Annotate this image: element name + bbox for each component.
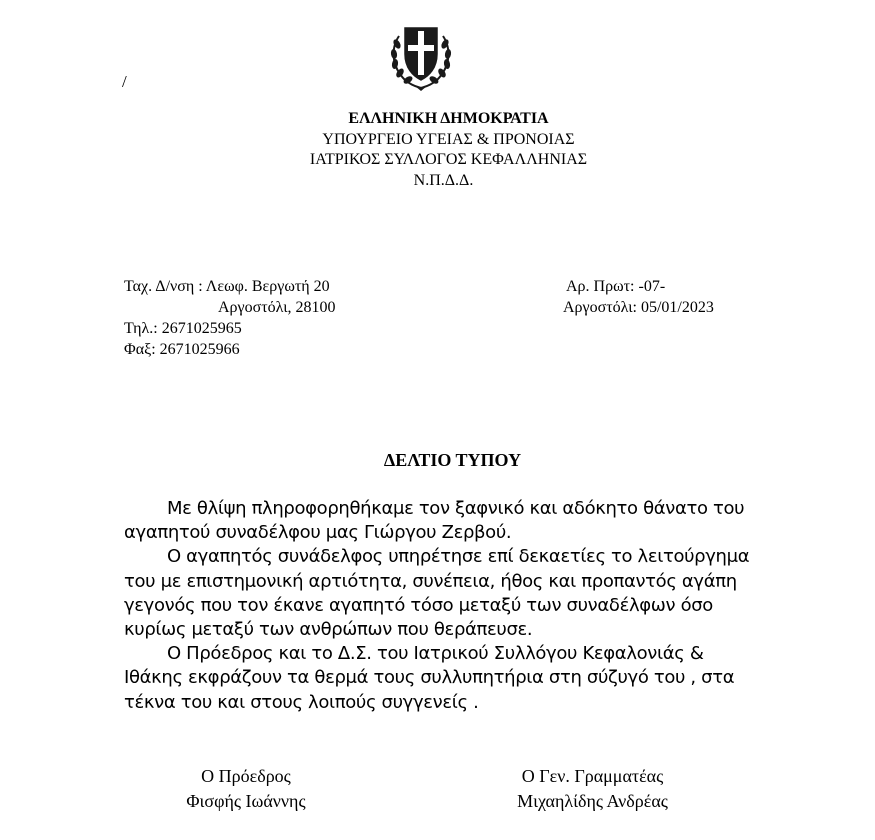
city-postcode: Αργοστόλι, 28100 bbox=[218, 299, 336, 316]
body-line: αγαπητού συναδέλφου μας Γιώργου Ζερβού. bbox=[124, 522, 512, 544]
street-address: Ταχ. Δ/νση : Λεωφ. Βεργωτή 20 bbox=[124, 278, 330, 295]
body-line: Ο αγαπητός συνάδελφος υπηρέτησε επί δεκαετίες το λειτούργημα bbox=[124, 546, 750, 568]
secretary-signature bbox=[490, 764, 695, 814]
body-line: Με θλίψη πληροφορηθήκαμε τον ξαφνικό και αδόκητο θάνατο του bbox=[124, 498, 745, 519]
body-line: γεγονός που τον έκανε αγαπητό τόσο μεταξύ των συναδέλφων όσο bbox=[124, 594, 713, 616]
press-release-body bbox=[124, 497, 754, 715]
greek-coat-of-arms-icon bbox=[385, 14, 457, 92]
body-line: κυρίως μεταξύ των ανθρώπων που θεράπευσε. bbox=[124, 619, 533, 641]
ministry-name: ΥΠΟΥΡΓΕΙΟ ΥΓΕΙΑΣ & ΠΡΟΝΟΙΑΣ bbox=[322, 130, 575, 148]
president-name: Φισφής Ιωάννης bbox=[186, 791, 306, 811]
association-name: ΙΑΤΡΙΚΟΣ ΣΥΛΛΟΓΟΣ ΚΕΦΑΛΛΗΝΙΑΣ bbox=[309, 151, 588, 168]
body-line: του με επιστημονική αρτιότητα, συνέπεια, ήθος και προπαντός αγάπη bbox=[124, 570, 737, 592]
document-date: Αργοστόλι: 05/01/2023 bbox=[563, 299, 714, 316]
legal-form: Ν.Π.Δ.Δ. bbox=[413, 171, 474, 189]
president-signature bbox=[166, 764, 326, 814]
body-line: Ιθάκης εκφράζουν τα θερμά τους συλλυπητήρια στη σύζυγό του , στα bbox=[124, 667, 735, 689]
letterhead bbox=[0, 109, 875, 191]
page-mark: / bbox=[122, 72, 127, 91]
secretary-name: Μιχαηλίδης Ανδρέας bbox=[517, 791, 668, 811]
fax-number: Φαξ: 2671025966 bbox=[124, 341, 240, 358]
body-line: Ο Πρόεδρος και το Δ.Σ. του Ιατρικού Συλλόγου Κεφαλονιάς & bbox=[124, 643, 704, 665]
body-line: τέκνα του και στους λοιπούς συγγενείς . bbox=[124, 691, 479, 713]
secretary-role: Ο Γεν. Γραμματέας bbox=[521, 766, 664, 786]
document-title: ΔΕΛΤΙΟ ΤΥΠΟΥ bbox=[383, 450, 522, 470]
president-role: Ο Πρόεδρος bbox=[201, 766, 291, 786]
protocol-number: Αρ. Πρωτ: -07- bbox=[566, 278, 666, 295]
country-name: ΕΛΛΗΝΙΚΗ ΔΗΜΟΚΡΑΤΙΑ bbox=[348, 110, 549, 127]
contact-block bbox=[124, 276, 336, 360]
reference-block bbox=[563, 276, 714, 318]
phone-number: Τηλ.: 2671025965 bbox=[124, 320, 242, 337]
